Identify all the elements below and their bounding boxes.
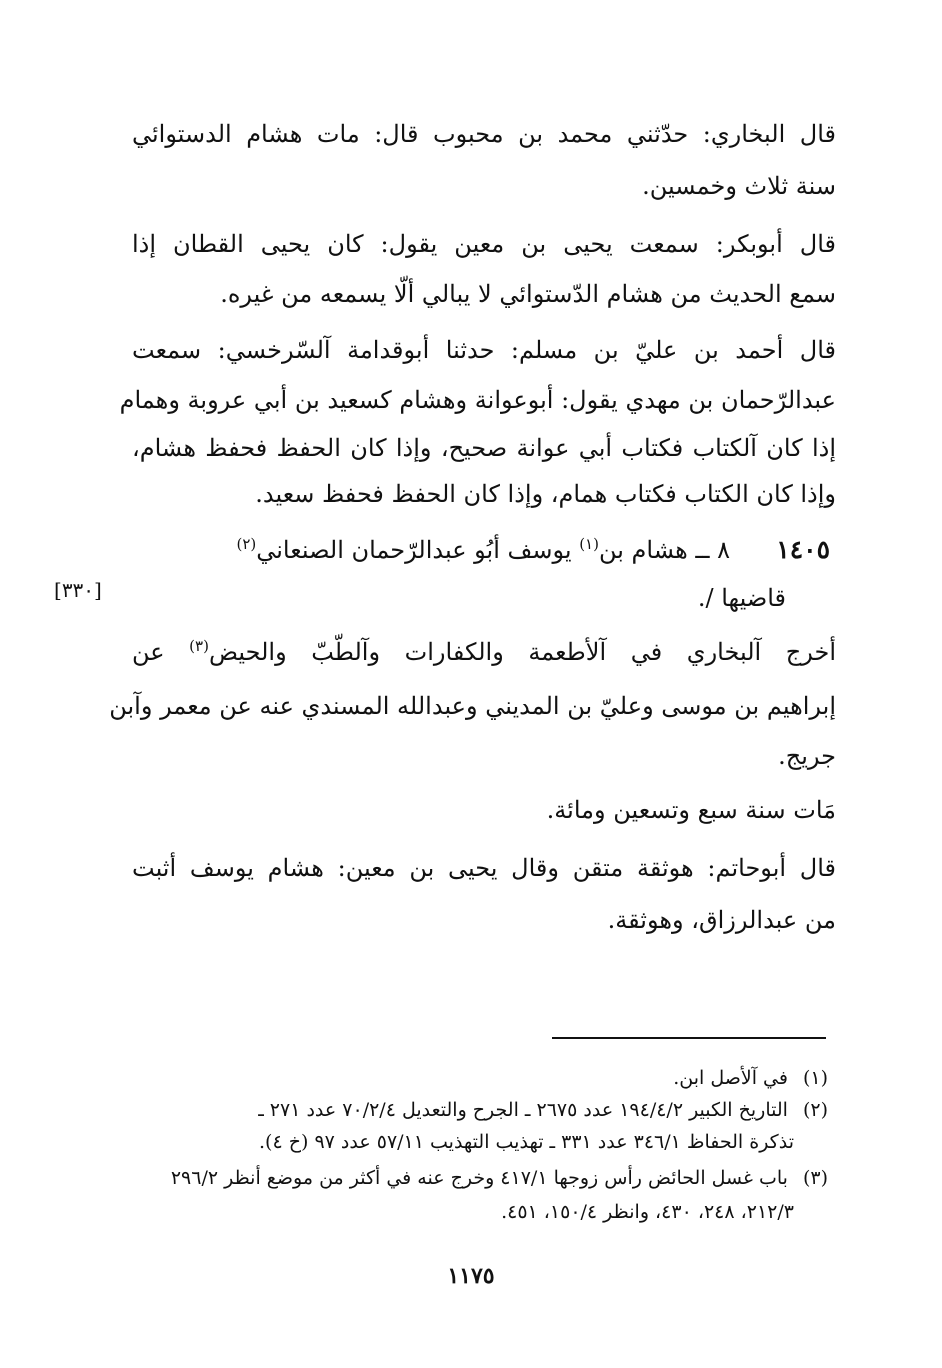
entry-heading [230, 530, 730, 570]
footnote-ref-1: (١) [579, 535, 599, 553]
footnote-3-line-1 [128, 1162, 828, 1194]
footnote-1 [128, 1062, 828, 1094]
paragraph-2-line-1: قال أبوبكر: سمعت يحيى بن معين يقول: كان يحيى القطان إذا [132, 230, 836, 258]
entry-heading-line-2: قاضيها /. [697, 584, 786, 612]
footnote-2-text-1: التاريخ الكبير ١٩٤/٤/٢ عدد ٢٦٧٥ ـ الجرح والتعديل ٧٠/٢/٤ عدد ٢٧١ ـ [258, 1099, 788, 1121]
footnote-2-line-2: تذكرة الحفاظ ٣٤٦/١ عدد ٣٣١ ـ تهذيب التهذيب ٥٧/١١ عدد ٩٧ (خ ٤). [259, 1131, 794, 1153]
paragraph-2-line-2: سمع الحديث من هشام الدّستوائي لا يبالي ألّا يسمعه من غيره. [220, 280, 836, 308]
paragraph-3-line-4: وإذا كان الكتاب فكتاب همام، وإذا كان الحفظ فحفظ سعيد. [255, 480, 836, 508]
footnote-ref-3: (٣) [189, 637, 209, 655]
entry-heading-text-b: يوسف أبُو عبدالرّحمان الصنعاني [256, 536, 580, 564]
page-number: ١١٧٥ [447, 1263, 495, 1289]
manuscript-page-reference: [٣٣٠] [54, 578, 102, 602]
footnote-ref-2: (٢) [236, 535, 257, 553]
footnote-2-line-1 [128, 1094, 828, 1126]
paragraph-3-line-3: إذا كان آلكتاب فكتاب أبي عوانة صحيح، وإذا كان الحفظ فحفظ هشام، [132, 434, 836, 462]
footnote-3-line-2: ٢١٢/٣، ٢٤٨، ٤٣٠، وانظر ١٥٠/٤، ٤٥١. [501, 1201, 794, 1223]
paragraph-4-line-1 [132, 632, 836, 672]
footnote-1-text: في آلأصل ابن. [673, 1067, 788, 1089]
paragraph-1-line-2: سنة ثلاث وخمسين. [642, 172, 836, 200]
paragraph-3-line-2: عبدالرّحمان بن مهدي يقول: أبوعوانة وهشام كسعيد بن أبي عروبة وهمام [119, 386, 836, 414]
footnote-3-text-1: باب غسل الحائض رأس زوجها ٤١٧/١ وخرج عنه في أكثر من موضع أنظر ٢٩٦/٢ [170, 1167, 788, 1189]
footnote-2-number: (٢) [802, 1099, 828, 1121]
footnote-3-number: (٣) [802, 1167, 828, 1189]
paragraph-1-line-1: قال البخاري: حدّثني محمد بن محبوب قال: مات هشام الدستوائي [132, 120, 836, 148]
paragraph-4-line-2: إبراهيم بن موسى وعليّ بن المديني وعبدالله المسندي عنه عن معمر وآبن [109, 692, 836, 720]
paragraph-6-line-2: من عبدالرزاق، وهوثقة. [607, 906, 836, 934]
paragraph-4-text-a: أخرج آلبخاري في آلأطعمة والكفارات وآلطّبّ والحيض [208, 638, 836, 666]
entry-number: ١٤٠٥ [776, 535, 830, 564]
paragraph-4-text-b: عن [132, 638, 190, 666]
footnote-separator [552, 1037, 826, 1039]
paragraph-3-line-1: قال أحمد بن عليّ بن مسلم: حدثنا أبوقدامة آلسّرخسي: سمعت [132, 336, 836, 364]
entry-heading-text-a: ٨ ــ هشام بن [598, 536, 730, 564]
footnote-1-number: (١) [802, 1067, 828, 1089]
paragraph-4-line-3: جريج. [778, 742, 836, 770]
paragraph-6-line-1: قال أبوحاتم: هوثقة متقن وقال يحيى بن معين: هشام يوسف أثبت [132, 854, 836, 882]
paragraph-5-line-1: مَات سنة سبع وتسعين ومائة. [546, 796, 836, 824]
